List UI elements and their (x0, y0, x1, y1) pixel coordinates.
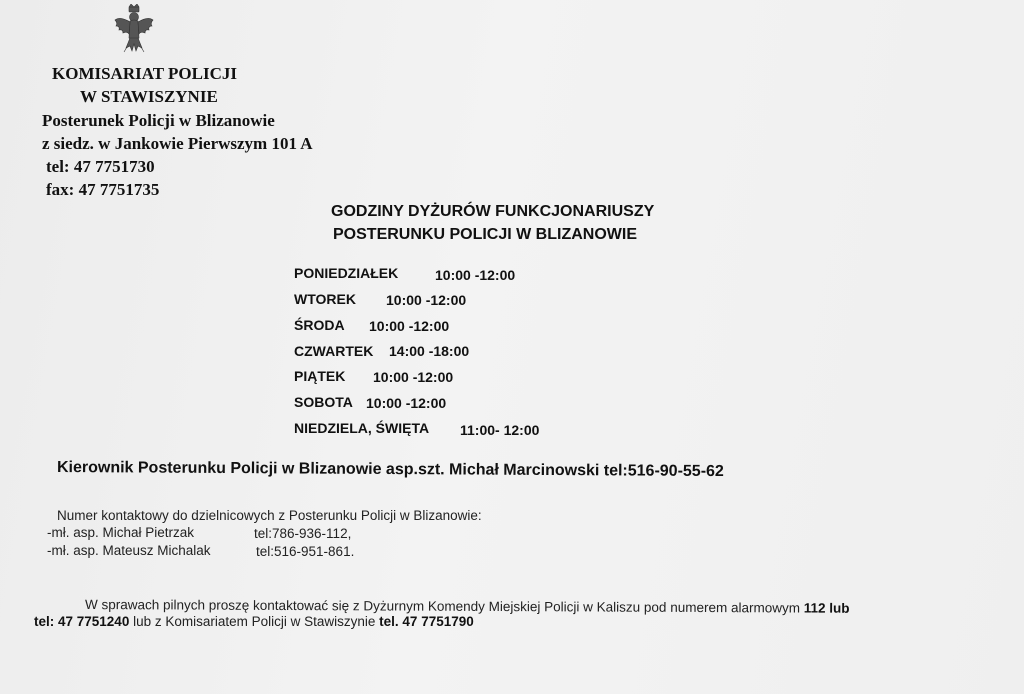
schedule-day: ŚRODA (294, 317, 345, 333)
schedule-hours: 10:00 -12:00 (386, 292, 467, 308)
urgent-text: W sprawach pilnych proszę kontaktować się z Dyżurnym Komendy Miejskiej Policji w Kaliszu pod numerem alarmowym (84, 597, 804, 616)
kierownik-line: Kierownik Posterunku Policji w Blizanowie asp.szt. Michał Marcinowski tel:516-90-55-62 (56, 459, 724, 481)
header-tel: tel: 47 7751730 (46, 157, 155, 176)
urgent-emergency-number: 112 lub (803, 600, 850, 616)
schedule-day: PONIEDZIAŁEK (294, 265, 399, 281)
urgent-tel-stawiszyn: tel. 47 7751790 (379, 614, 474, 629)
schedule-day: SOBOTA (294, 394, 353, 410)
officer-name: -mł. asp. Mateusz Michalak (47, 543, 211, 558)
polish-eagle-emblem-icon (112, 4, 156, 56)
schedule-hours: 10:00 -12:00 (369, 318, 450, 334)
header-line-2: W STAWISZYNIE (80, 87, 218, 106)
schedule-day: WTOREK (294, 291, 356, 307)
urgent-text-2: lub z Komisariatem Policji w Stawiszynie (129, 614, 380, 629)
header-line-1: KOMISARIAT POLICJI (52, 64, 237, 83)
header-fax: fax: 47 7751735 (46, 180, 160, 199)
schedule-day: NIEDZIELA, ŚWIĘTA (294, 420, 430, 436)
urgent-tel-kalisz: tel: 47 7751240 (34, 614, 130, 629)
schedule-day: CZWARTEK (294, 343, 374, 359)
contacts-intro: Numer kontaktowy do dzielnicowych z Posterunku Policji w Blizanowie: (57, 508, 482, 523)
schedule-hours: 14:00 -18:00 (389, 343, 470, 359)
title-line-2: POSTERUNKU POLICJI W BLIZANOWIE (333, 226, 637, 243)
schedule-hours: 10:00 -12:00 (373, 369, 454, 385)
officer-tel: tel:786-936-112, (254, 526, 352, 541)
title-line-1: GODZINY DYŻURÓW FUNKCJONARIUSZY (331, 203, 655, 220)
schedule-day: PIĄTEK (294, 368, 346, 384)
schedule-hours: 11:00- 12:00 (460, 422, 540, 438)
officer-name: -mł. asp. Michał Pietrzak (47, 525, 195, 540)
schedule-hours: 10:00 -12:00 (435, 267, 516, 283)
header-line-3: Posterunek Policji w Blizanowie (42, 111, 275, 130)
urgent-line-1 (85, 597, 850, 616)
header-address: z siedz. w Jankowie Pierwszym 101 A (42, 134, 313, 153)
officer-tel: tel:516-951-861. (256, 544, 355, 559)
urgent-line-2 (34, 614, 474, 629)
schedule-hours: 10:00 -12:00 (366, 395, 447, 411)
